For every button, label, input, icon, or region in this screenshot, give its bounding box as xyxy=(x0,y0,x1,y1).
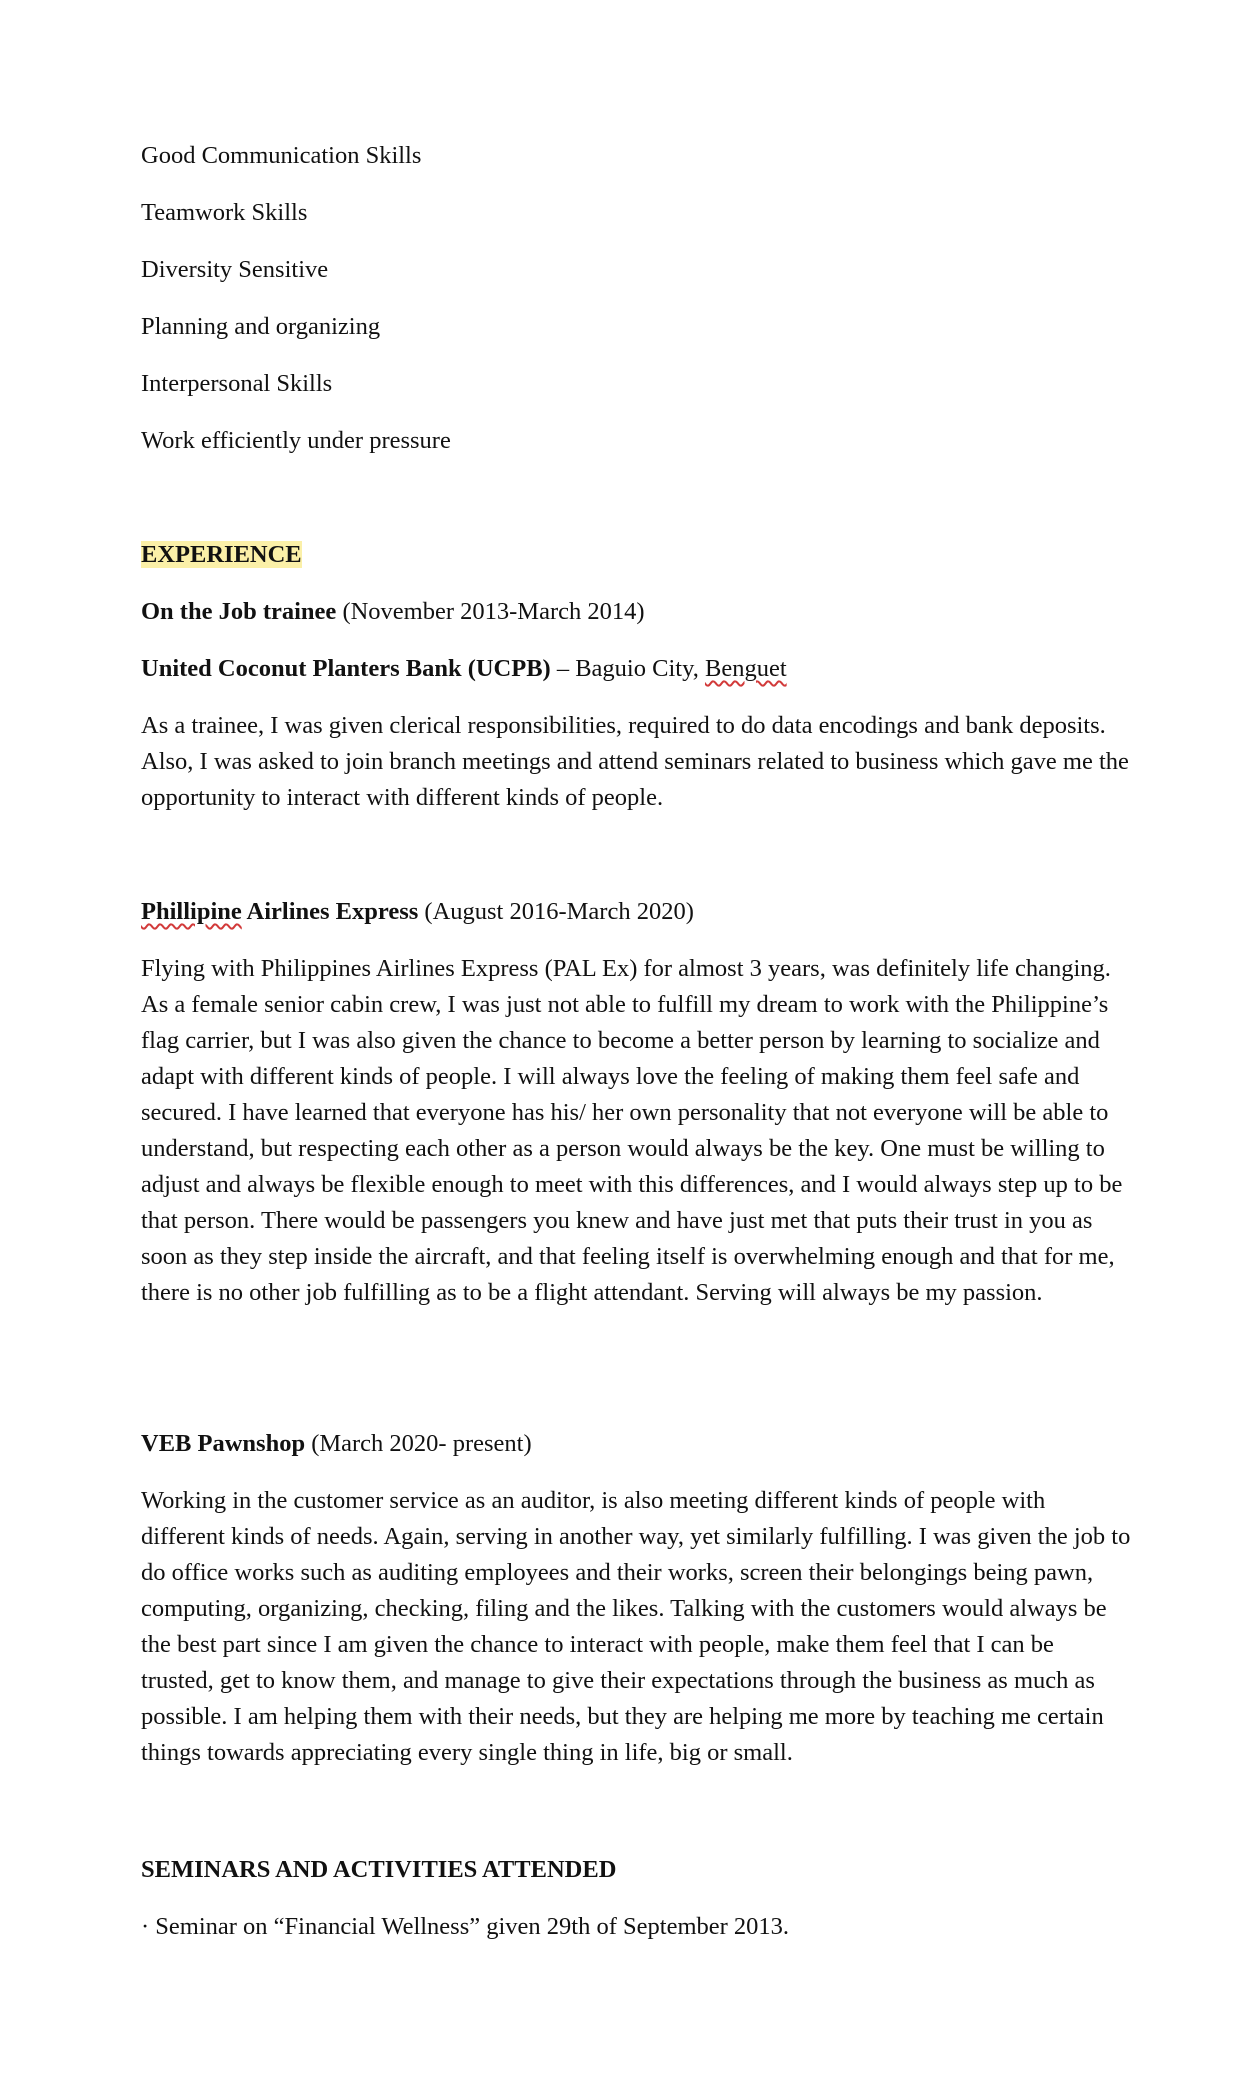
skill-item: Interpersonal Skills xyxy=(141,370,333,397)
job1-description: As a trainee, I was given clerical responsibilities, required to do data encodings and bank deposits. Also, I was asked to join branch meetings and attend seminars related to business which gave me the opportunity to interact with different kinds of people. xyxy=(141,712,1129,811)
job1-company-line xyxy=(141,651,787,687)
seminar-item: · Seminar on “Financial Wellness” given 29th of September 2013. xyxy=(141,1913,790,1940)
job2-description: Flying with Philippines Airlines Express (PAL Ex) for almost 3 years, was definitely life changing. As a female senior cabin crew, I was just not able to fulfill my dream to work with the Philippine’s flag carrier, but I was also given the chance to become a better person by learning to socialize and adapt with different kinds of people. I will always love the feeling of making them feel safe and secured. I have learned that everyone has his/ her own personality that not everyone will be able to understand, but respecting each other as a person would always be the key. One must be willing to adjust and always be flexible enough to meet with this differences, and I would always step up to be that person. There would be passengers you knew and have just met that puts their trust in you as soon as they step inside the aircraft, and that feeling itself is overwhelming enough and that for me, there is no other job fulfilling as to be a flight attendant. Serving will always be my passion. xyxy=(141,955,1123,1306)
job2-title-line xyxy=(141,894,694,930)
job3-company: VEB Pawnshop xyxy=(141,1430,306,1457)
job2-company: Airlines Express xyxy=(241,898,419,925)
skill-item: Good Communication Skills xyxy=(141,142,422,169)
job1-title-line xyxy=(141,594,645,630)
spelling-flag-phillipine[interactable]: Phillipine xyxy=(141,898,242,925)
skill-item: Teamwork Skills xyxy=(141,199,308,226)
job1-title: On the Job trainee xyxy=(141,598,337,625)
spelling-flag-benguet[interactable]: Benguet xyxy=(704,655,787,682)
skill-item: Diversity Sensitive xyxy=(141,256,329,283)
job3-title-line xyxy=(141,1426,532,1462)
skill-item: Work efficiently under pressure xyxy=(141,427,451,454)
job3-dates: (March 2020- present) xyxy=(305,1430,532,1457)
job1-company: United Coconut Planters Bank (UCPB) xyxy=(141,655,551,682)
experience-heading xyxy=(141,537,302,573)
job1-dates: (November 2013-March 2014) xyxy=(336,598,645,625)
experience-heading-text: EXPERIENCE xyxy=(141,541,302,568)
skill-item: Planning and organizing xyxy=(141,313,381,340)
job2-dates: (August 2016-March 2020) xyxy=(418,898,694,925)
job3-description: Working in the customer service as an auditor, is also meeting different kinds of people with different kinds of needs. Again, serving in another way, yet similarly fulfilling. I was given the job to do office works such as auditing employees and their works, screen their belongings being pawn, computing, organizing, checking, filing and the likes. Talking with the customers would always be the best part since I am given the chance to interact with people, make them feel that I can be trusted, get to know them, and manage to give their expectations through the business as much as possible. I am helping them with their needs, but they are helping me more by teaching me certain things towards appreciating every single thing in life, big or small. xyxy=(141,1487,1131,1766)
job1-location: – Baguio City, xyxy=(550,655,705,682)
seminars-heading: SEMINARS AND ACTIVITIES ATTENDED xyxy=(141,1856,617,1883)
